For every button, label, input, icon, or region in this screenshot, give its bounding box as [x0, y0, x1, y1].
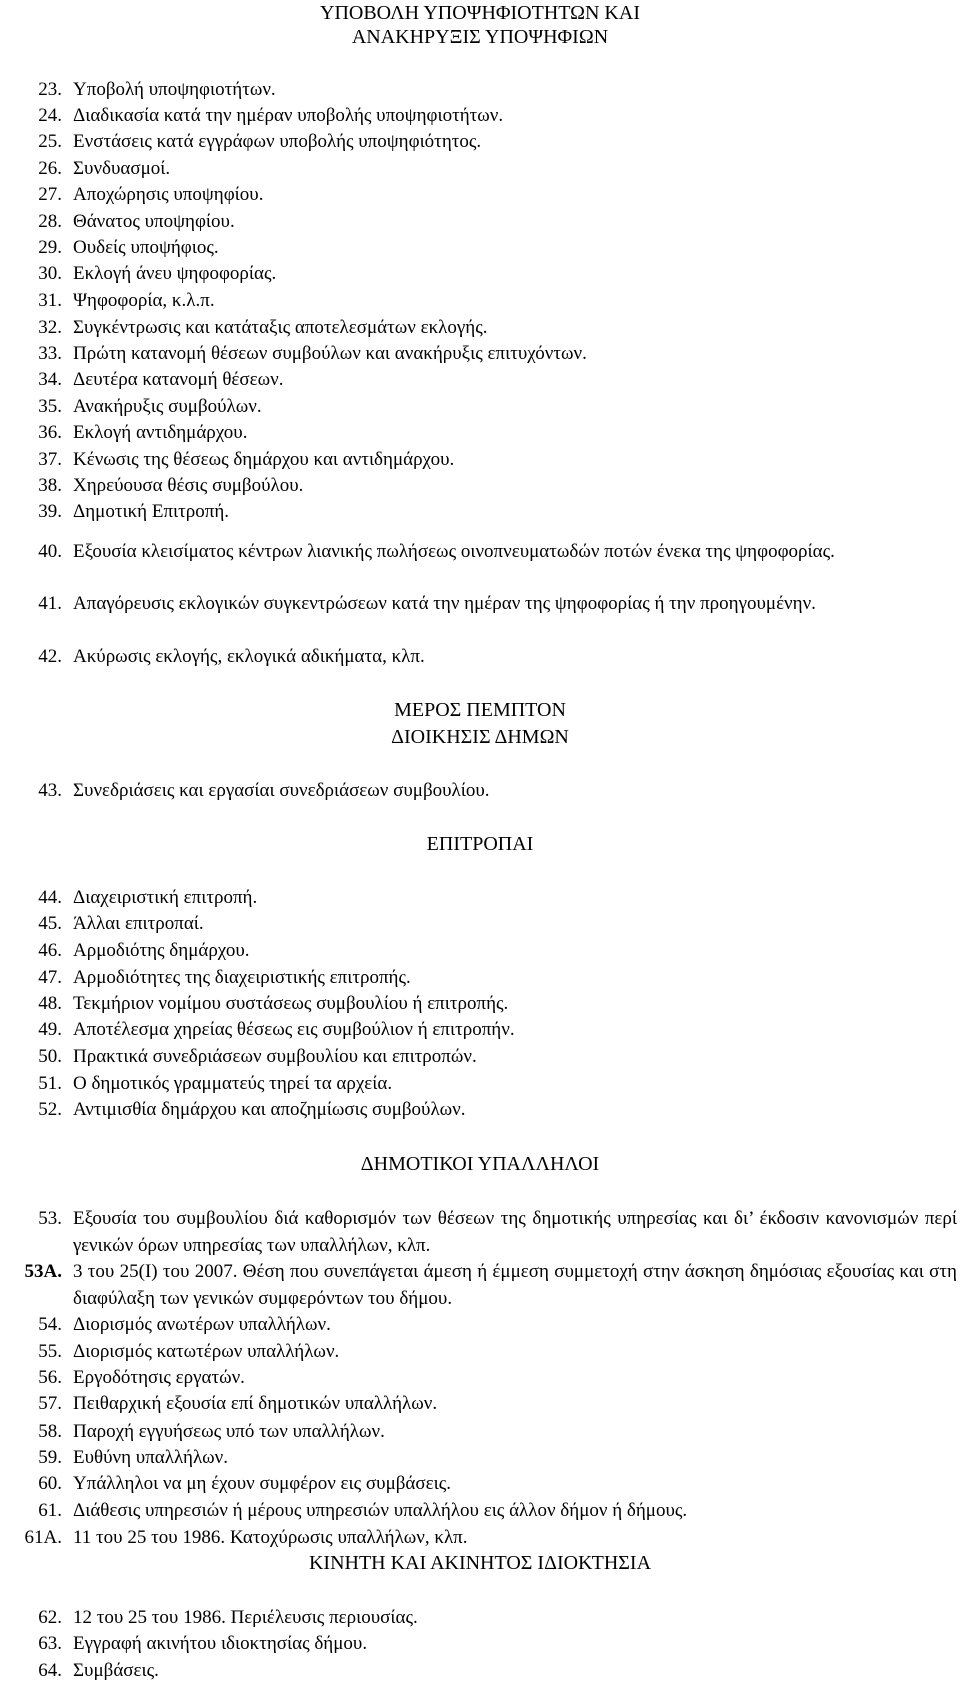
section-number: 53. [38, 1208, 62, 1229]
section-text: Διορισμός κατωτέρων υπαλλήλων. [73, 1341, 340, 1362]
section-text: Ο δημοτικός γραμματεύς τηρεί τα αρχεία. [73, 1073, 393, 1094]
subsection-title: ΚΙΝΗΤΗ ΚΑΙ ΑΚΙΝΗΤΟΣ ΙΔΙΟΚΤΗΣΙΑ [308, 1552, 652, 1574]
section-text: Ανακήρυξις συμβούλων. [73, 396, 262, 417]
section-number: 32. [38, 317, 62, 338]
section-text: Ακύρωσις εκλογής, εκλογικά αδικήματα, κλπ. [73, 646, 425, 667]
section-text: Πρακτικά συνεδριάσεων συμβουλίου και επιτροπών. [73, 1046, 477, 1067]
section-number: 25. [38, 131, 62, 152]
section-text: Διορισμός ανωτέρων υπαλλήλων. [73, 1314, 331, 1335]
section-text: Θάνατος υποψηφίου. [73, 211, 235, 232]
section-number: 35. [38, 396, 62, 417]
section-number: 58. [38, 1421, 62, 1442]
section-number: 47. [38, 967, 62, 988]
section-number: 29. [38, 237, 62, 258]
section-number: 39. [38, 501, 62, 522]
section-text: Συνεδριάσεις και εργασίαι συνεδριάσεων συμβουλίου. [73, 780, 490, 801]
section-number: 27. [38, 184, 62, 205]
section-number: 31. [38, 290, 62, 311]
section-text: Ουδείς υποψήφιος. [73, 237, 219, 258]
section-number: 30. [38, 263, 62, 284]
section-number: 24. [38, 105, 62, 126]
section-text: Απαγόρευσις εκλογικών συγκεντρώσεων κατά την ημέραν της ψηφοφορίας ή την προηγουμένην. [73, 593, 816, 614]
section-text: Άλλαι επιτροπαί. [73, 913, 204, 934]
section-number: 52. [38, 1099, 62, 1120]
section-text: Παροχή εγγυήσεως υπό των υπαλλήλων. [73, 1421, 385, 1442]
section-text: Διαχειριστική επιτροπή. [73, 887, 258, 908]
section-text: Ψηφοφορία, κ.λ.π. [73, 290, 215, 311]
section-text: Αντιμισθία δημάρχου και αποζημίωσις συμβούλων. [73, 1099, 466, 1120]
section-number: 41. [38, 593, 62, 614]
section-number: 37. [38, 449, 62, 470]
section-number: 64. [38, 1660, 62, 1681]
section-text: Αποχώρησις υποψηφίου. [73, 184, 264, 205]
section-number: 56. [38, 1367, 62, 1388]
section-number: 26. [38, 158, 62, 179]
section-number: 57. [38, 1393, 62, 1414]
section-text: Διαδικασία κατά την ημέραν υποβολής υποψηφιοτήτων. [73, 105, 504, 126]
section-text: Εκλογή άνευ ψηφοφορίας. [73, 263, 277, 284]
section-text: Αρμοδιότητες της διαχειριστικής επιτροπής. [73, 967, 411, 988]
section-text: Ενστάσεις κατά εγγράφων υποβολής υποψηφιότητος. [73, 131, 482, 152]
section-number: 48. [38, 993, 62, 1014]
section-number: 61Α. [24, 1527, 62, 1548]
section-number: 54. [38, 1314, 62, 1335]
section-text: Ευθύνη υπαλλήλων. [73, 1447, 229, 1468]
section-text: Πρώτη κατανομή θέσεων συμβούλων και ανακήρυξις επιτυχόντων. [73, 343, 587, 364]
section-number: 34. [38, 369, 62, 390]
section-text: Συνδυασμοί. [73, 158, 171, 179]
section-text: Εξουσία κλεισίματος κέντρων λιανικής πωλήσεως οινοπνευματωδών ποτών ένεκα της ψηφοφορίας. [73, 541, 835, 562]
section-text: Διάθεσις υπηρεσιών ή μέρους υπηρεσιών υπαλλήλου εις άλλον δήμον ή δήμους. [73, 1500, 688, 1521]
section-text: Εργοδότησις εργατών. [73, 1367, 245, 1388]
section-text: Συγκέντρωσις και κατάταξις αποτελεσμάτων εκλογής. [73, 317, 488, 338]
section-text: Υπάλληλοι να μη έχουν συμφέρον εις συμβάσεις. [73, 1473, 451, 1494]
subsection-title: ΔΗΜΟΤΙΚΟΙ ΥΠΑΛΛΗΛΟΙ [360, 1153, 600, 1175]
section-number: 23. [38, 79, 62, 100]
section-text: Εξουσία του συμβουλίου διά καθορισμόν των θέσεων της δημοτικής υπηρεσίας και δι’ έκδοσιν κανονισμών περί γενικών όρων υπηρεσίας των υπαλλήλων, κλπ. [73, 1208, 957, 1256]
section-number: 55. [38, 1341, 62, 1362]
section-number: 53Α. [24, 1261, 62, 1282]
section-number: 61. [38, 1500, 62, 1521]
subsection-title: ΕΠΙΤΡΟΠΑΙ [426, 833, 534, 855]
part-title: ΜΕΡΟΣ ΠΕΜΠΤΟΝ [394, 699, 566, 721]
section-text: Αρμοδιότης δημάρχου. [73, 940, 250, 961]
section-text: Εγγραφή ακινήτου ιδιοκτησίας δήμου. [73, 1633, 368, 1654]
section-number: 28. [38, 211, 62, 232]
section-text: Δευτέρα κατανομή θέσεων. [73, 369, 284, 390]
section-number: 44. [38, 887, 62, 908]
section-number: 40. [38, 541, 62, 562]
section-text: Εκλογή αντιδημάρχου. [73, 422, 248, 443]
section-number: 60. [38, 1473, 62, 1494]
section-text: Συμβάσεις. [73, 1660, 159, 1681]
section-text: Τεκμήριον νομίμου συστάσεως συμβουλίου ή επιτροπής. [73, 993, 509, 1014]
section-text: Δημοτική Επιτροπή. [73, 501, 230, 522]
section-text: 12 του 25 του 1986. Περιέλευσις περιουσίας. [73, 1607, 418, 1628]
section-number: 49. [38, 1019, 62, 1040]
section-number: 38. [38, 475, 62, 496]
section-number: 45. [38, 913, 62, 934]
section-number: 46. [38, 940, 62, 961]
section-number: 59. [38, 1447, 62, 1468]
section-text: Υποβολή υποψηφιοτήτων. [73, 79, 276, 100]
section-number: 50. [38, 1046, 62, 1067]
section-number: 36. [38, 422, 62, 443]
section-text: Κένωσις της θέσεως δημάρχου και αντιδημάρχου. [73, 449, 455, 470]
section-text: 11 του 25 του 1986. Κατοχύρωσις υπαλλήλων, κλπ. [73, 1527, 468, 1548]
section-number: 43. [38, 780, 62, 801]
section-number: 42. [38, 646, 62, 667]
section-text: 3 του 25(Ι) του 2007. Θέση που συνεπάγεται άμεση ή έμμεση συμμετοχή στην άσκηση δημόσιας εξουσίας και στη διαφύλαξη των γενικών συμφερόντων του δήμου. [73, 1261, 957, 1309]
part-subtitle: ΔΙΟΙΚΗΣΙΣ ΔΗΜΩΝ [391, 726, 569, 748]
section-text: Αποτέλεσμα χηρείας θέσεως εις συμβούλιον ή επιτροπήν. [73, 1019, 515, 1040]
section-title: ΑΝΑΚΗΡΥΞΙΣ ΥΠΟΨΗΦΙΩΝ [351, 26, 609, 48]
section-title: ΥΠΟΒΟΛΗ ΥΠΟΨΗΦΙΟΤΗΤΩΝ ΚΑΙ [320, 2, 640, 24]
section-number: 33. [38, 343, 62, 364]
section-text: Χηρεύουσα θέσις συμβούλου. [73, 475, 304, 496]
section-text: Πειθαρχική εξουσία επί δημοτικών υπαλλήλων. [73, 1393, 438, 1414]
section-number: 51. [38, 1073, 62, 1094]
section-number: 63. [38, 1633, 62, 1654]
section-number: 62. [38, 1607, 62, 1628]
